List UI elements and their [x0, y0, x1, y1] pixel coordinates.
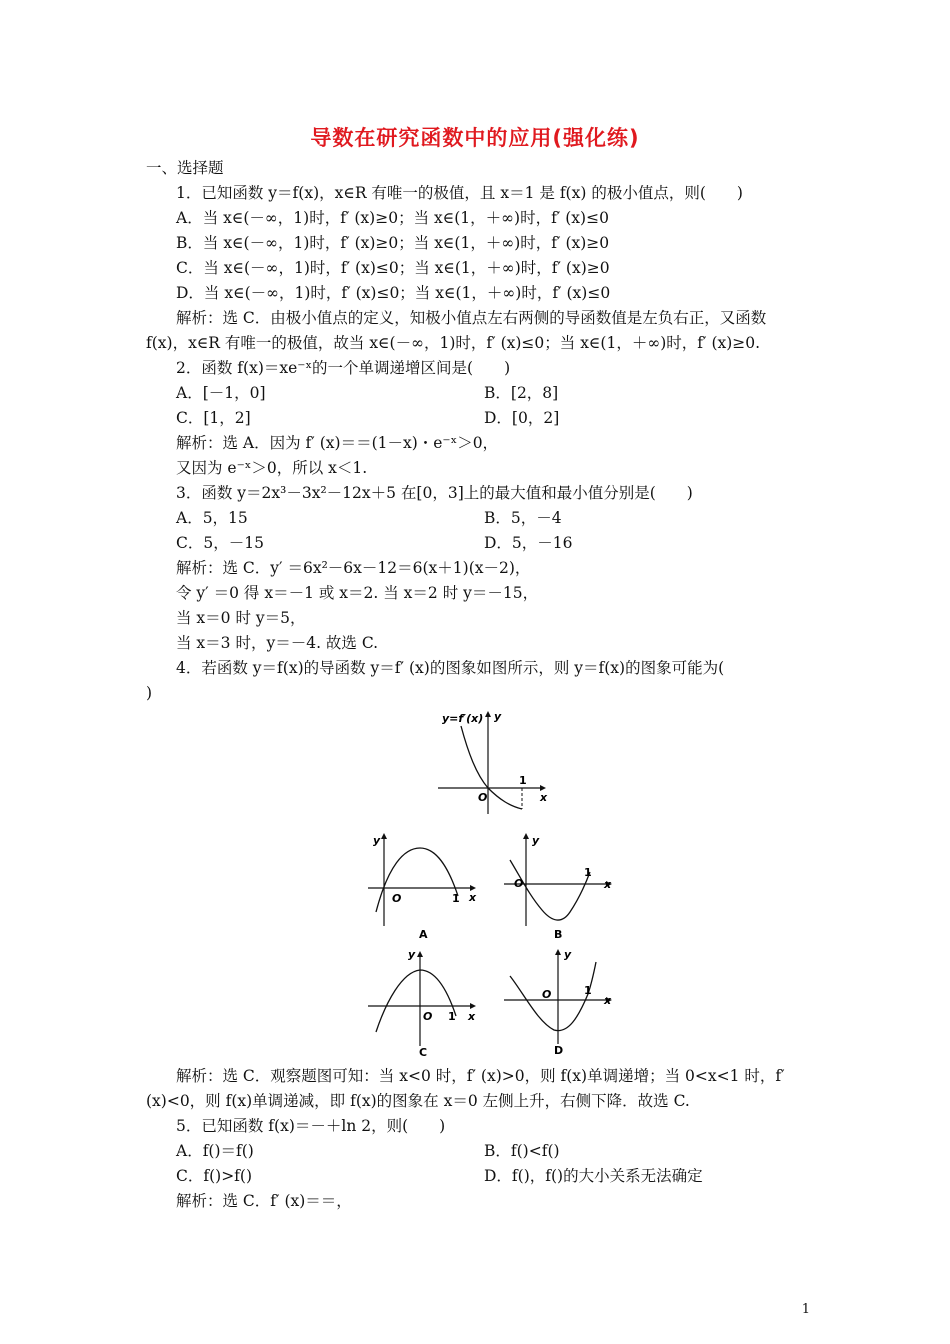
question-1-option-b: B．当 x∈(－∞，1)时，f′ (x)≥0；当 x∈(1，＋∞)时，f′ (x)≥0	[176, 234, 610, 252]
y-axis-label: y	[408, 948, 416, 961]
derivative-curve	[461, 726, 522, 809]
caption-a: A	[419, 928, 428, 941]
graph-label: y=f′(x)	[442, 712, 484, 725]
tick-one-label: 1	[448, 1010, 456, 1023]
origin-label: O	[542, 988, 552, 1001]
y-axis-label: y	[494, 710, 502, 723]
curve-a	[376, 848, 458, 912]
question-1-option-a: A．当 x∈(－∞，1)时，f′ (x)≥0；当 x∈(1，＋∞)时，f′ (x)≤0	[176, 209, 609, 227]
question-3-option-c: C．5，－15	[176, 534, 264, 552]
question-3-option-a: A．5，15	[176, 509, 248, 527]
question-4-stem-cont: )	[146, 684, 153, 702]
x-axis-label: x	[540, 791, 548, 804]
tick-one-label: 1	[452, 892, 460, 905]
question-1-option-d: D．当 x∈(－∞，1)时，f′ (x)≤0；当 x∈(1，＋∞)时，f′ (x)≤0	[176, 284, 611, 302]
question-2-stem: 2．函数 f(x)＝xe⁻ˣ的一个单调递增区间是( )	[176, 359, 511, 377]
y-axis-label: y	[564, 948, 572, 961]
origin-label: O	[514, 877, 524, 890]
question-5-stem: 5．已知函数 f(x)＝－＋ln 2，则( )	[176, 1117, 446, 1135]
question-3-solution: 解析：选 C．y′ ＝6x²－6x－12＝6(x＋1)(x－2)，	[176, 559, 531, 577]
question-5-option-a: A．f()＝f()	[176, 1142, 254, 1160]
question-2-solution: 解析：选 A．因为 f′ (x)＝＝(1－x)・e⁻ˣ＞0，	[176, 434, 499, 452]
option-graph-b	[498, 826, 628, 946]
question-1-stem: 1．已知函数 y＝f(x)，x∈R 有唯一的极值，且 x＝1 是 f(x) 的极小值点，则( )	[176, 184, 743, 202]
question-5-option-c: C．f()>f()	[176, 1167, 253, 1185]
question-1-option-c: C．当 x∈(－∞，1)时，f′ (x)≤0；当 x∈(1，＋∞)时，f′ (x)≥0	[176, 259, 610, 277]
question-3-solution-2: 令 y′ ＝0 得 x＝－1 或 x＝2. 当 x＝2 时 y＝－15，	[176, 584, 539, 602]
x-axis-label: x	[604, 878, 612, 891]
tick-one-label: 1	[584, 984, 592, 997]
caption-c: C	[419, 1046, 428, 1059]
tick-one-label: 1	[519, 774, 527, 787]
section-heading: 一、选择题	[146, 159, 224, 177]
option-graph-c	[362, 942, 492, 1062]
question-2-solution-cont: 又因为 e⁻ˣ＞0，所以 x＜1.	[176, 459, 368, 477]
question-3-option-b: B．5，－4	[484, 509, 562, 527]
question-2-option-c: C．[1，2]	[176, 409, 251, 427]
option-graph-a	[362, 826, 492, 946]
origin-label: O	[392, 892, 402, 905]
curve-c	[376, 970, 456, 1032]
question-1-solution-cont: f(x)，x∈R 有唯一的极值，故当 x∈(－∞，1)时，f′ (x)≤0；当 x∈(1，＋∞)时，f′ (x)≥0.	[146, 334, 761, 352]
question-5-option-b: B．f()<f()	[484, 1142, 560, 1160]
option-graph-d	[498, 942, 628, 1062]
question-2-option-d: D．[0，2]	[484, 409, 560, 427]
question-3-stem: 3．函数 y＝2x³－3x²－12x＋5 在[0，3]上的最大值和最小值分别是( )	[176, 484, 693, 502]
page-title: 导数在研究函数中的应用(强化练)	[310, 126, 640, 150]
caption-b: B	[554, 928, 563, 941]
x-axis-label: x	[604, 994, 612, 1007]
question-5-option-d: D．f()，f()的大小关系无法确定	[484, 1167, 703, 1185]
caption-d: D	[554, 1044, 564, 1057]
x-axis-label: x	[469, 891, 477, 904]
curve-b	[510, 860, 590, 920]
question-3-solution-4: 当 x＝3 时，y＝－4. 故选 C.	[176, 634, 379, 652]
y-axis-label: y	[532, 834, 540, 847]
page-number: 1	[801, 1302, 810, 1317]
question-1-solution: 解析：选 C．由极小值点的定义，知极小值点左右两侧的导函数值是左负右正，又函数	[176, 309, 767, 327]
origin-label: O	[478, 791, 488, 804]
y-axis-arrow	[485, 711, 491, 717]
derivative-graph	[428, 702, 558, 817]
question-3-solution-3: 当 x＝0 时 y＝5，	[176, 609, 306, 627]
tick-one-label: 1	[584, 866, 592, 879]
question-3-option-d: D．5，－16	[484, 534, 573, 552]
origin-label: O	[423, 1010, 433, 1023]
y-axis-label: y	[373, 834, 381, 847]
question-4-solution-cont: (x)<0，则 f(x)单调递减，即 f(x)的图象在 x＝0 左侧上升，右侧下降．故选 C.	[146, 1092, 690, 1110]
question-2-option-a: A．[－1，0]	[176, 384, 266, 402]
x-axis-label: x	[468, 1010, 476, 1023]
question-4-solution: 解析：选 C．观察题图可知：当 x<0 时，f′ (x)>0，则 f(x)单调递增；当 0<x<1 时，f′	[176, 1067, 785, 1085]
question-5-solution: 解析：选 C．f′ (x)＝＝，	[176, 1192, 352, 1210]
question-4-stem: 4．若函数 y＝f(x)的导函数 y＝f′ (x)的图象如图所示，则 y＝f(x)的图象可能为(	[176, 659, 725, 677]
question-2-option-b: B．[2，8]	[484, 384, 559, 402]
